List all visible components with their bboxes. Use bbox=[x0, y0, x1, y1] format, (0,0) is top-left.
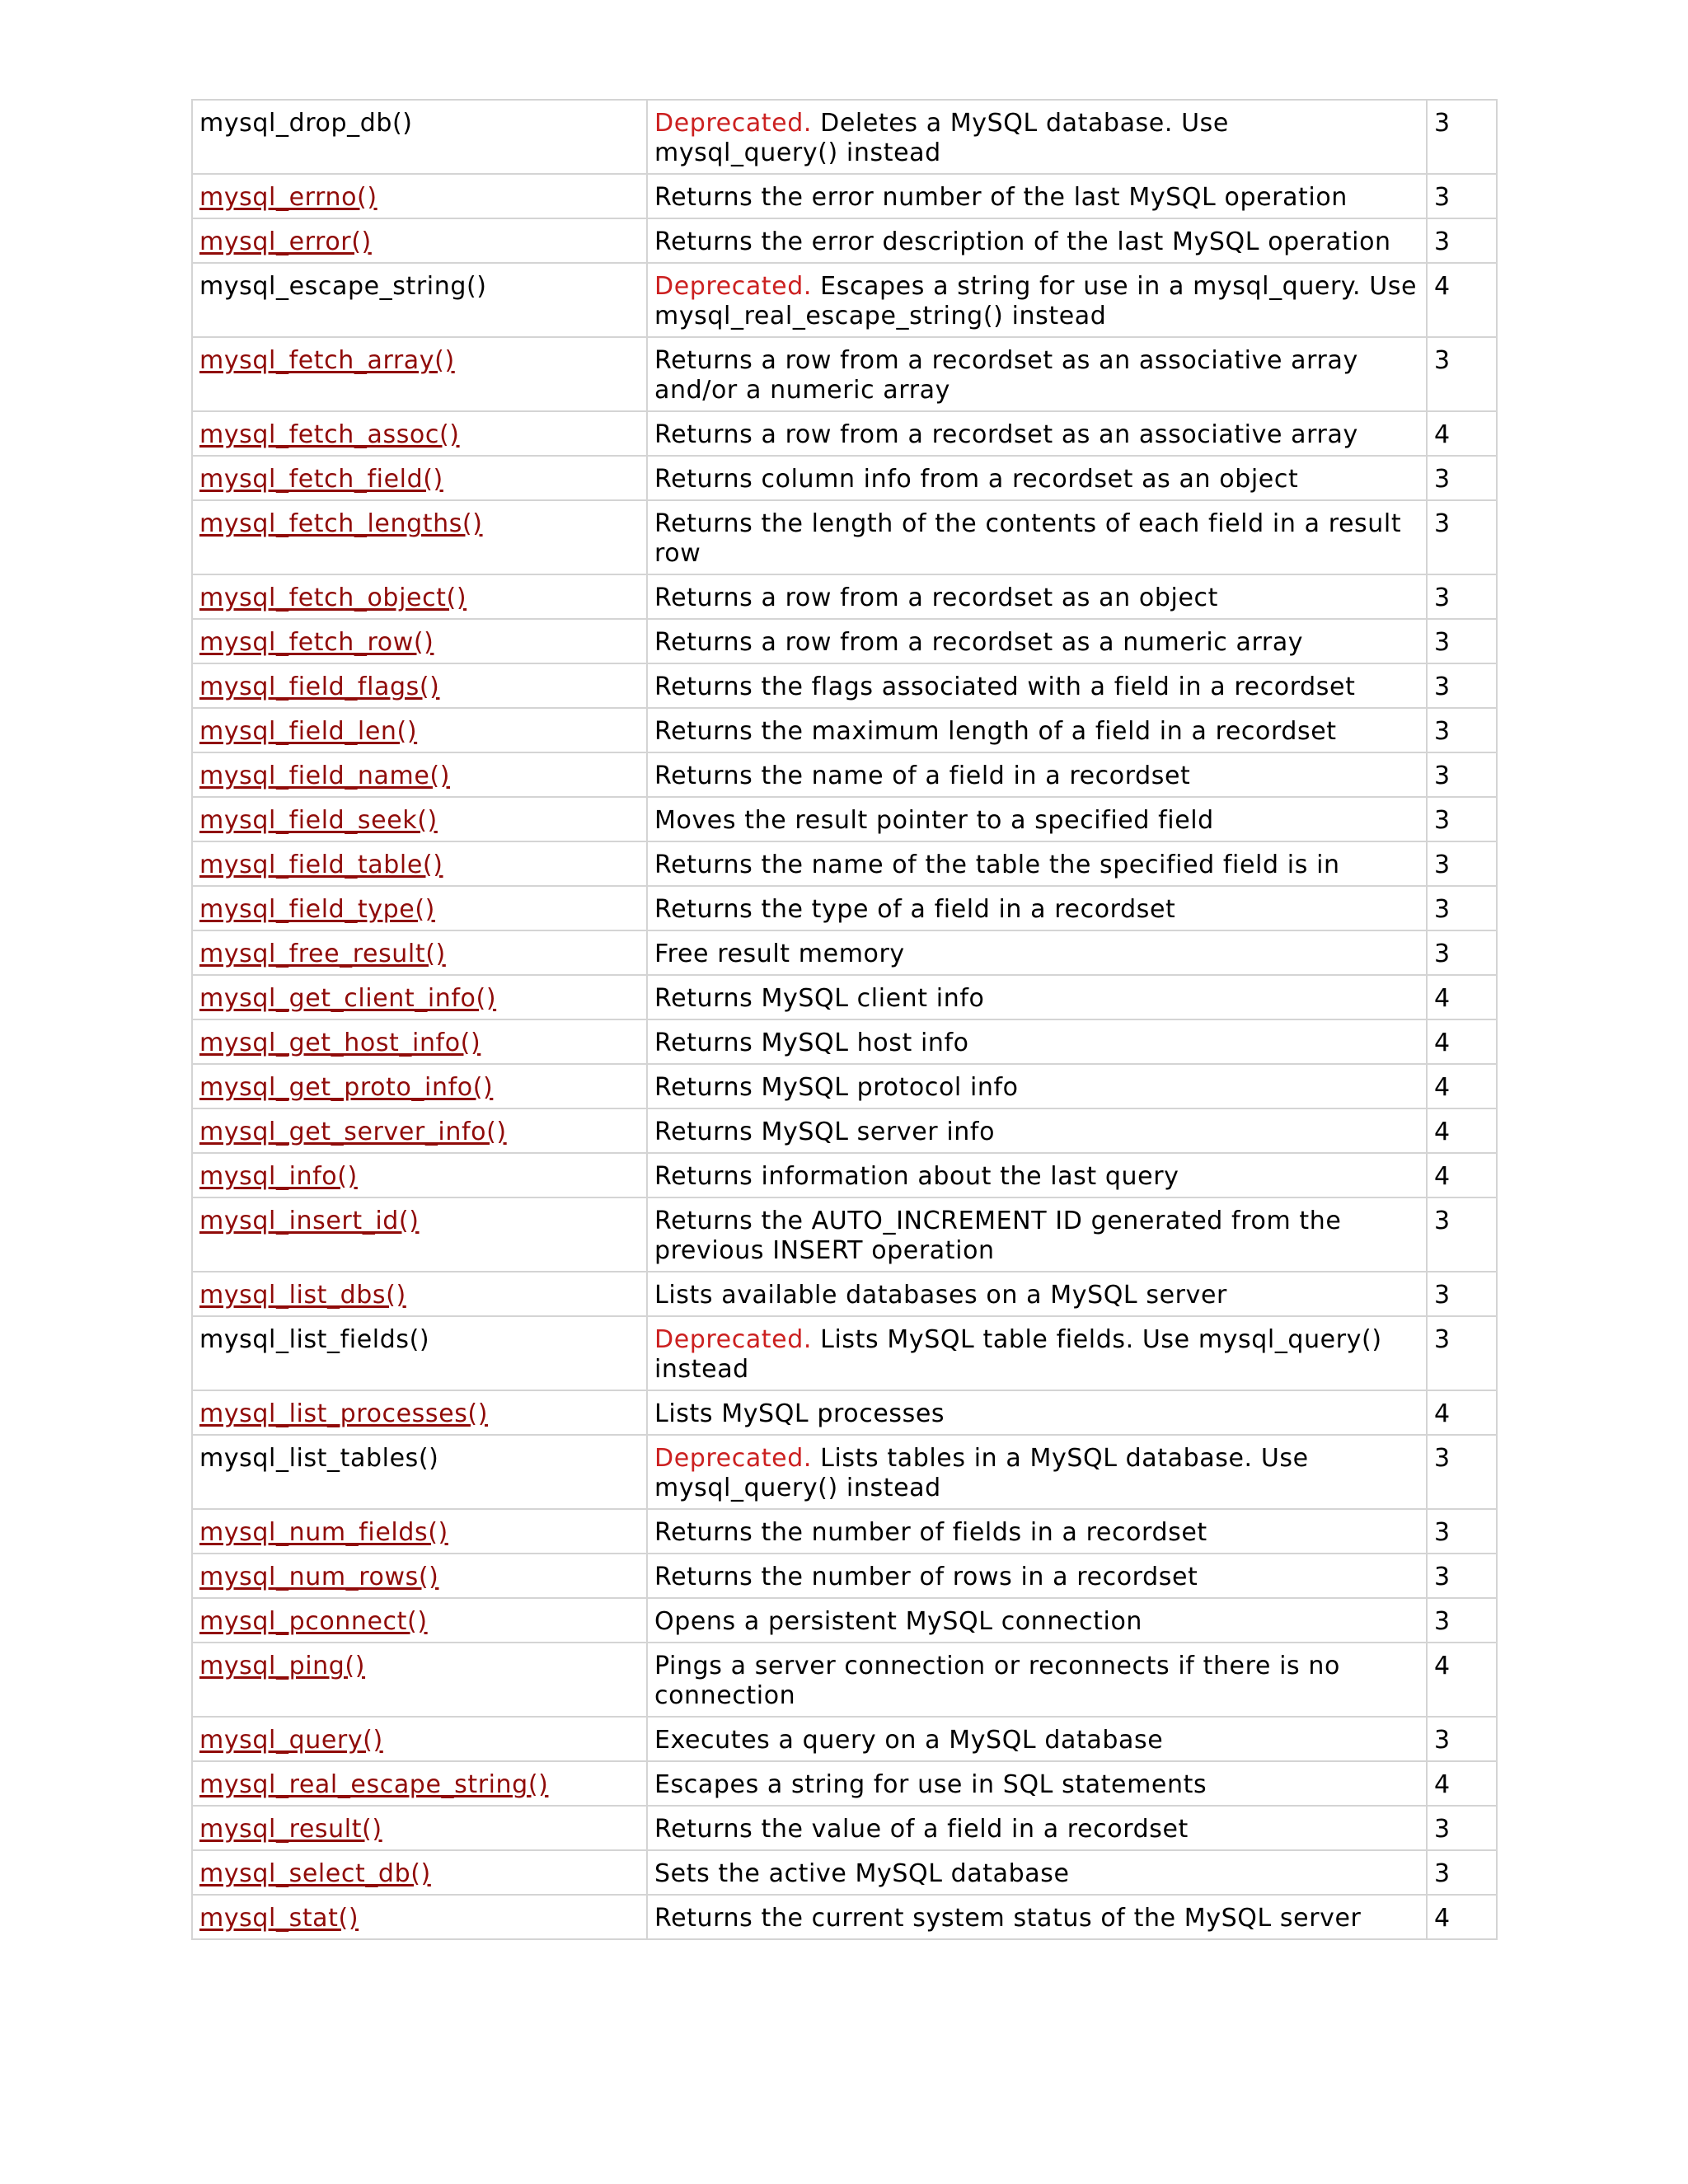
description-text: Lists MySQL processes bbox=[654, 1399, 945, 1428]
description-cell bbox=[647, 1019, 1427, 1064]
php-version-cell: 3 bbox=[1427, 574, 1497, 619]
description-cell bbox=[647, 1316, 1427, 1390]
function-name: mysql_escape_string() bbox=[199, 272, 487, 301]
table-row bbox=[192, 1643, 1497, 1717]
function-link[interactable]: mysql_num_rows() bbox=[199, 1563, 439, 1591]
function-cell bbox=[192, 1108, 647, 1153]
description-text: Sets the active MySQL database bbox=[654, 1859, 1070, 1888]
description-text: Returns the name of the table the specified field is in bbox=[654, 851, 1340, 879]
function-link[interactable]: mysql_list_dbs() bbox=[199, 1281, 406, 1310]
description-text: Returns the length of the contents of each field in a result row bbox=[654, 509, 1402, 568]
table-row bbox=[192, 411, 1497, 456]
php-version-cell: 4 bbox=[1427, 263, 1497, 337]
description-text: Returns MySQL host info bbox=[654, 1029, 969, 1057]
function-link[interactable]: mysql_get_client_info() bbox=[199, 984, 497, 1013]
table-row bbox=[192, 1554, 1497, 1598]
php-version-cell: 4 bbox=[1427, 1064, 1497, 1108]
description-text: Returns MySQL protocol info bbox=[654, 1073, 1019, 1102]
function-link[interactable]: mysql_get_host_info() bbox=[199, 1029, 481, 1057]
table-row bbox=[192, 975, 1497, 1019]
table-row bbox=[192, 1598, 1497, 1643]
description-text: Returns a row from a recordset as a numeric array bbox=[654, 628, 1304, 657]
function-name: mysql_list_fields() bbox=[199, 1325, 430, 1354]
php-version-cell: 4 bbox=[1427, 1390, 1497, 1435]
function-link[interactable]: mysql_pconnect() bbox=[199, 1607, 428, 1636]
description-cell bbox=[647, 337, 1427, 411]
function-cell bbox=[192, 1197, 647, 1272]
function-cell bbox=[192, 1064, 647, 1108]
php-version-cell: 3 bbox=[1427, 174, 1497, 218]
php-version-cell: 3 bbox=[1427, 1435, 1497, 1509]
description-cell bbox=[647, 574, 1427, 619]
php-version-cell: 3 bbox=[1427, 841, 1497, 886]
description-cell bbox=[647, 174, 1427, 218]
description-cell bbox=[647, 663, 1427, 708]
table-row bbox=[192, 1108, 1497, 1153]
description-cell bbox=[647, 1272, 1427, 1316]
function-cell bbox=[192, 218, 647, 263]
description-cell bbox=[647, 411, 1427, 456]
function-link[interactable]: mysql_get_server_info() bbox=[199, 1118, 507, 1146]
deprecated-label: Deprecated. bbox=[654, 109, 813, 138]
description-cell bbox=[647, 1895, 1427, 1939]
function-link[interactable]: mysql_free_result() bbox=[199, 940, 446, 968]
function-link[interactable]: mysql_fetch_lengths() bbox=[199, 509, 483, 538]
function-cell bbox=[192, 1761, 647, 1806]
php-version-cell: 3 bbox=[1427, 100, 1497, 174]
php-version-cell: 4 bbox=[1427, 1019, 1497, 1064]
description-cell bbox=[647, 841, 1427, 886]
table-row bbox=[192, 930, 1497, 975]
function-link[interactable]: mysql_fetch_object() bbox=[199, 583, 467, 612]
table-row bbox=[192, 174, 1497, 218]
function-cell bbox=[192, 1390, 647, 1435]
table-body bbox=[192, 100, 1497, 1939]
description-text: Pings a server connection or reconnects if there is no connection bbox=[654, 1652, 1340, 1710]
php-version-cell: 3 bbox=[1427, 797, 1497, 841]
description-text: Returns the value of a field in a recordset bbox=[654, 1815, 1189, 1844]
description-cell bbox=[647, 930, 1427, 975]
description-cell bbox=[647, 218, 1427, 263]
function-cell bbox=[192, 1019, 647, 1064]
php-version-cell: 4 bbox=[1427, 1761, 1497, 1806]
function-cell bbox=[192, 1435, 647, 1509]
description-text: Returns a row from a recordset as an associative array bbox=[654, 420, 1358, 449]
function-link[interactable]: mysql_field_name() bbox=[199, 762, 451, 790]
table-row bbox=[192, 263, 1497, 337]
description-text: Lists MySQL table fields. Use mysql_query() instead bbox=[654, 1325, 1382, 1384]
php-version-cell: 3 bbox=[1427, 1598, 1497, 1643]
table-row bbox=[192, 337, 1497, 411]
php-version-cell: 3 bbox=[1427, 1316, 1497, 1390]
table-row bbox=[192, 841, 1497, 886]
function-cell bbox=[192, 174, 647, 218]
description-text: Returns the flags associated with a field in a recordset bbox=[654, 673, 1356, 701]
function-name: mysql_list_tables() bbox=[199, 1444, 439, 1473]
function-cell bbox=[192, 1643, 647, 1717]
function-link[interactable]: mysql_ping() bbox=[199, 1652, 366, 1680]
table-row bbox=[192, 886, 1497, 930]
function-link[interactable]: mysql_field_type() bbox=[199, 895, 435, 924]
description-text: Returns column info from a recordset as an object bbox=[654, 465, 1299, 494]
function-link[interactable]: mysql_fetch_row() bbox=[199, 628, 434, 657]
php-version-cell: 3 bbox=[1427, 1197, 1497, 1272]
function-cell bbox=[192, 263, 647, 337]
description-text: Returns the type of a field in a recordset bbox=[654, 895, 1176, 924]
function-link[interactable]: mysql_list_processes() bbox=[199, 1399, 489, 1428]
function-cell bbox=[192, 663, 647, 708]
description-cell bbox=[647, 708, 1427, 752]
php-version-cell: 3 bbox=[1427, 1717, 1497, 1761]
php-version-cell: 4 bbox=[1427, 1895, 1497, 1939]
function-cell bbox=[192, 752, 647, 797]
php-version-cell: 4 bbox=[1427, 1643, 1497, 1717]
description-text: Returns a row from a recordset as an object bbox=[654, 583, 1218, 612]
description-cell bbox=[647, 456, 1427, 500]
description-text: Free result memory bbox=[654, 940, 905, 968]
description-cell bbox=[647, 1761, 1427, 1806]
function-link[interactable]: mysql_num_fields() bbox=[199, 1518, 448, 1547]
function-link[interactable]: mysql_real_escape_string() bbox=[199, 1770, 549, 1799]
php-version-cell: 3 bbox=[1427, 619, 1497, 663]
description-text: Returns a row from a recordset as an associative array and/or a numeric array bbox=[654, 346, 1358, 405]
description-text: Returns the current system status of the MySQL server bbox=[654, 1904, 1362, 1933]
description-cell bbox=[647, 886, 1427, 930]
description-cell bbox=[647, 1717, 1427, 1761]
deprecated-label: Deprecated. bbox=[654, 1325, 813, 1354]
description-cell bbox=[647, 975, 1427, 1019]
description-cell bbox=[647, 1598, 1427, 1643]
description-cell bbox=[647, 752, 1427, 797]
function-link[interactable]: mysql_fetch_assoc() bbox=[199, 420, 460, 449]
function-link[interactable]: mysql_info() bbox=[199, 1162, 358, 1191]
description-text: Deletes a MySQL database. Use mysql_query() instead bbox=[654, 109, 1229, 167]
function-cell bbox=[192, 1850, 647, 1895]
function-cell bbox=[192, 886, 647, 930]
table-row bbox=[192, 1509, 1497, 1554]
description-text: Returns the error description of the last MySQL operation bbox=[654, 227, 1391, 256]
description-cell bbox=[647, 1435, 1427, 1509]
function-cell bbox=[192, 1895, 647, 1939]
description-cell bbox=[647, 797, 1427, 841]
table-row bbox=[192, 218, 1497, 263]
php-version-cell: 3 bbox=[1427, 337, 1497, 411]
table-row bbox=[192, 100, 1497, 174]
function-link[interactable]: mysql_field_table() bbox=[199, 851, 443, 879]
function-cell bbox=[192, 841, 647, 886]
description-text: Moves the result pointer to a specified field bbox=[654, 806, 1214, 835]
table-row bbox=[192, 1435, 1497, 1509]
description-cell bbox=[647, 263, 1427, 337]
table-row bbox=[192, 574, 1497, 619]
table-row bbox=[192, 752, 1497, 797]
function-cell bbox=[192, 1316, 647, 1390]
function-cell bbox=[192, 975, 647, 1019]
description-cell bbox=[647, 1197, 1427, 1272]
php-version-cell: 3 bbox=[1427, 752, 1497, 797]
description-cell bbox=[647, 1643, 1427, 1717]
description-text: Escapes a string for use in SQL statements bbox=[654, 1770, 1207, 1799]
description-cell bbox=[647, 1806, 1427, 1850]
table-row bbox=[192, 1197, 1497, 1272]
table-row bbox=[192, 797, 1497, 841]
function-cell bbox=[192, 100, 647, 174]
function-cell bbox=[192, 797, 647, 841]
function-link[interactable]: mysql_field_flags() bbox=[199, 673, 440, 701]
function-link[interactable]: mysql_result() bbox=[199, 1815, 382, 1844]
function-link[interactable]: mysql_field_seek() bbox=[199, 806, 438, 835]
description-text: Returns the AUTO_INCREMENT ID generated from the previous INSERT operation bbox=[654, 1207, 1342, 1265]
php-version-cell: 4 bbox=[1427, 1153, 1497, 1197]
table-row bbox=[192, 1717, 1497, 1761]
php-version-cell: 3 bbox=[1427, 1850, 1497, 1895]
mysql-functions-table bbox=[191, 99, 1498, 1940]
function-link[interactable]: mysql_query() bbox=[199, 1726, 383, 1755]
php-version-cell: 3 bbox=[1427, 1554, 1497, 1598]
php-version-cell: 4 bbox=[1427, 1108, 1497, 1153]
php-version-cell: 3 bbox=[1427, 1509, 1497, 1554]
function-link[interactable]: mysql_fetch_array() bbox=[199, 346, 455, 375]
description-text: Returns the number of rows in a recordset bbox=[654, 1563, 1198, 1591]
php-version-cell: 3 bbox=[1427, 886, 1497, 930]
table-row bbox=[192, 1761, 1497, 1806]
php-version-cell: 3 bbox=[1427, 930, 1497, 975]
function-cell bbox=[192, 456, 647, 500]
function-link[interactable]: mysql_field_len() bbox=[199, 717, 418, 746]
description-text: Returns MySQL client info bbox=[654, 984, 985, 1013]
description-text: Lists tables in a MySQL database. Use mysql_query() instead bbox=[654, 1444, 1309, 1502]
php-version-cell: 3 bbox=[1427, 1806, 1497, 1850]
php-version-cell: 3 bbox=[1427, 456, 1497, 500]
description-text: Returns the error number of the last MySQL operation bbox=[654, 183, 1348, 212]
description-text: Returns the number of fields in a recordset bbox=[654, 1518, 1207, 1547]
description-cell bbox=[647, 619, 1427, 663]
php-version-cell: 3 bbox=[1427, 500, 1497, 574]
description-cell bbox=[647, 1509, 1427, 1554]
table-row bbox=[192, 1895, 1497, 1939]
table-row bbox=[192, 1153, 1497, 1197]
function-cell bbox=[192, 619, 647, 663]
function-link[interactable]: mysql_select_db() bbox=[199, 1859, 431, 1888]
function-link[interactable]: mysql_errno() bbox=[199, 183, 377, 212]
php-version-cell: 4 bbox=[1427, 975, 1497, 1019]
description-cell bbox=[647, 1153, 1427, 1197]
table-row bbox=[192, 1390, 1497, 1435]
function-cell bbox=[192, 1153, 647, 1197]
description-cell bbox=[647, 1064, 1427, 1108]
description-text: Returns MySQL server info bbox=[654, 1118, 996, 1146]
function-cell bbox=[192, 574, 647, 619]
php-version-cell: 3 bbox=[1427, 218, 1497, 263]
php-version-cell: 3 bbox=[1427, 663, 1497, 708]
function-cell bbox=[192, 337, 647, 411]
description-cell bbox=[647, 1390, 1427, 1435]
description-cell bbox=[647, 100, 1427, 174]
function-link[interactable]: mysql_get_proto_info() bbox=[199, 1073, 494, 1102]
function-cell bbox=[192, 1554, 647, 1598]
description-text: Returns the maximum length of a field in a recordset bbox=[654, 717, 1337, 746]
table-row bbox=[192, 1850, 1497, 1895]
function-cell bbox=[192, 1806, 647, 1850]
function-cell bbox=[192, 1598, 647, 1643]
php-version-cell: 4 bbox=[1427, 411, 1497, 456]
description-text: Returns information about the last query bbox=[654, 1162, 1179, 1191]
description-cell bbox=[647, 1108, 1427, 1153]
description-cell bbox=[647, 1554, 1427, 1598]
function-link[interactable]: mysql_stat() bbox=[199, 1904, 359, 1933]
function-name: mysql_drop_db() bbox=[199, 109, 413, 138]
function-cell bbox=[192, 500, 647, 574]
description-cell bbox=[647, 1850, 1427, 1895]
function-cell bbox=[192, 930, 647, 975]
description-text: Lists available databases on a MySQL server bbox=[654, 1281, 1227, 1310]
function-link[interactable]: mysql_insert_id() bbox=[199, 1207, 420, 1235]
function-cell bbox=[192, 411, 647, 456]
description-cell bbox=[647, 500, 1427, 574]
table-row bbox=[192, 708, 1497, 752]
function-cell bbox=[192, 708, 647, 752]
function-link[interactable]: mysql_fetch_field() bbox=[199, 465, 443, 494]
php-version-cell: 3 bbox=[1427, 1272, 1497, 1316]
deprecated-label: Deprecated. bbox=[654, 1444, 813, 1473]
table-row bbox=[192, 456, 1497, 500]
table-row bbox=[192, 1272, 1497, 1316]
function-link[interactable]: mysql_error() bbox=[199, 227, 372, 256]
php-version-cell: 3 bbox=[1427, 708, 1497, 752]
table-row bbox=[192, 1019, 1497, 1064]
description-text: Opens a persistent MySQL connection bbox=[654, 1607, 1143, 1636]
description-text: Escapes a string for use in a mysql_query. Use mysql_real_escape_string() instead bbox=[654, 272, 1418, 330]
description-text: Returns the name of a field in a recordset bbox=[654, 762, 1191, 790]
function-cell bbox=[192, 1509, 647, 1554]
table-row bbox=[192, 1064, 1497, 1108]
function-cell bbox=[192, 1717, 647, 1761]
table-row bbox=[192, 663, 1497, 708]
table-row bbox=[192, 500, 1497, 574]
function-cell bbox=[192, 1272, 647, 1316]
description-text: Executes a query on a MySQL database bbox=[654, 1726, 1164, 1755]
deprecated-label: Deprecated. bbox=[654, 272, 813, 301]
table-row bbox=[192, 1806, 1497, 1850]
table-row bbox=[192, 1316, 1497, 1390]
table-row bbox=[192, 619, 1497, 663]
